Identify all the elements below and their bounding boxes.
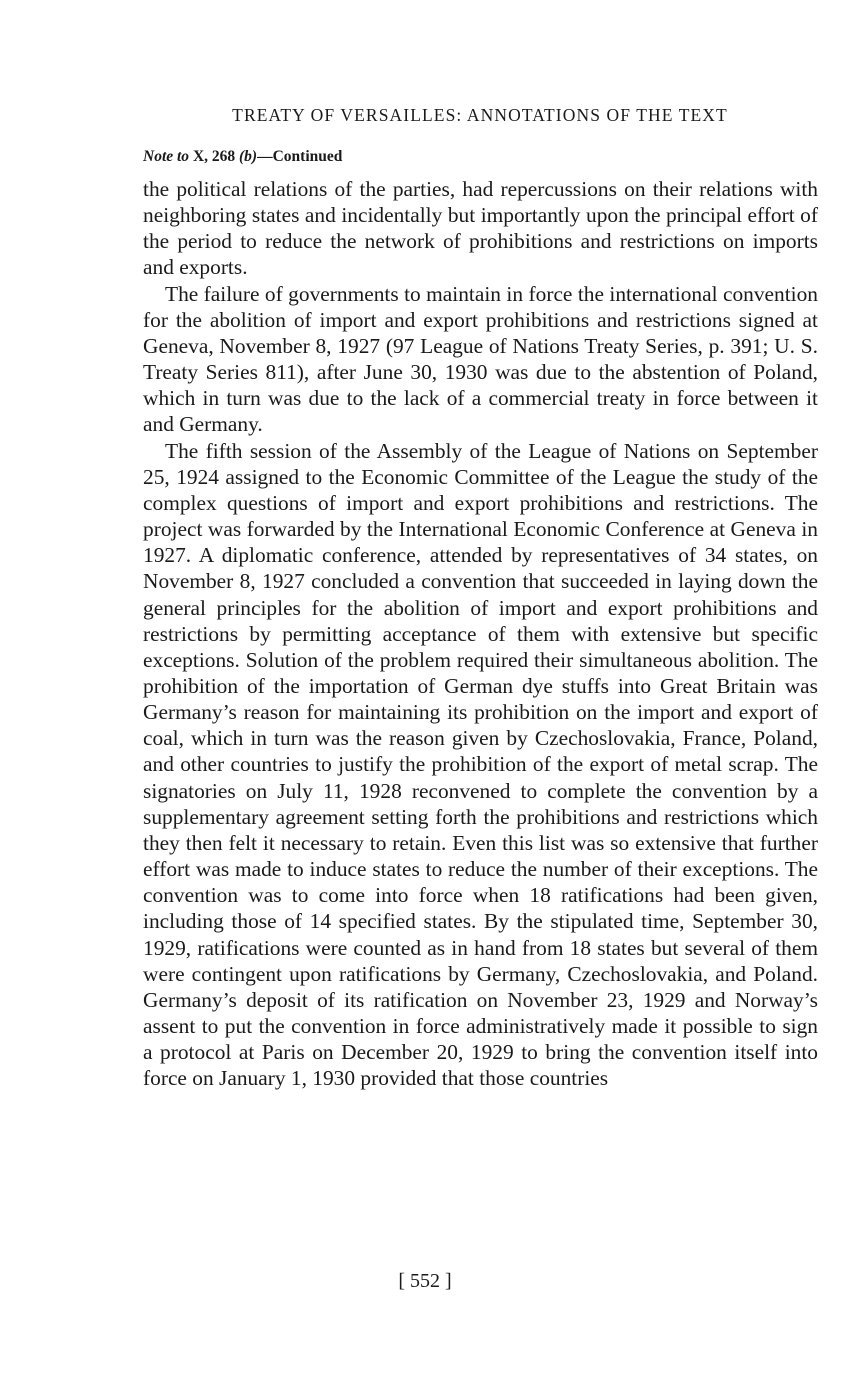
note-prefix: Note to <box>143 148 190 165</box>
note-suffix: —Continued <box>257 148 343 165</box>
page-number: [ 552 ] <box>398 1270 452 1292</box>
note-sub: (b) <box>239 148 258 165</box>
paragraph-fifth-session: The fifth session of the Assembly of the League of Nations on September 25, 1924 assigned to the Economic Committee of the League the study of the complex questions of import and export prohibitions and restrictions. The project was forwarded by the International Economic Conference at Geneva in 1927. A diplomatic conference, attended by representatives of 34 states, on November 8, 1927 concluded a convention that succeeded in laying down the general principles for the abolition of import and export prohibitions and restrictions by permitting acceptance of them with extensive but specific exceptions. Solution of the problem required their simultaneous abolition. The prohibition of the importation of German dye stuffs into Great Britain was Germany’s reason for maintaining its prohibition on the import and export of coal, which in turn was the reason given by Czechoslovakia, France, Poland, and other countries to justify the prohibition of the export of metal scrap. The signatories on July 11, 1928 reconvened to complete the convention by a supplementary agreement setting forth the prohibitions and restrictions which they then felt it necessary to retain. Even this list was so extensive that further effort was made to induce states to reduce the number of their exceptions. The convention was to come into force when 18 ratifications had been given, including those of 14 specified states. By the stipulated time, September 30, 1929, ratifications were counted as in hand from 18 states but several of them were contingent upon ratifications by Germany, Czechoslovakia, and Poland. Germany’s deposit of its ratification on November 23, 1929 and Norway’s assent to put the convention in force administratively made it possible to sign a protocol at Paris on December 20, 1929 to bring the convention itself into force on January 1, 1930 provided that those countries <box>143 438 818 1091</box>
note-ref-number: X, 268 <box>192 148 236 165</box>
paragraph-failure-of-governments: The failure of governments to maintain in force the international convention for the abolition of import and export prohibitions and restrictions signed at Geneva, November 8, 1927 (97 League of Nations Treaty Series, p. 391; U. S. Treaty Series 811), after June 30, 1930 was due to the abstention of Poland, which in turn was due to the lack of a commercial treaty in force between it and Germany. <box>143 281 818 437</box>
running-head: TREATY OF VERSAILLES: ANNOTATIONS OF THE TEXT <box>232 105 728 125</box>
paragraph-continued: the political relations of the parties, had repercussions on their relations with neighboring states and incidentally but importantly upon the principal effort of the period to reduce the network of prohibitions and restrictions on imports and exports. <box>143 177 818 280</box>
note-reference <box>143 148 342 166</box>
body-text <box>143 176 818 1091</box>
